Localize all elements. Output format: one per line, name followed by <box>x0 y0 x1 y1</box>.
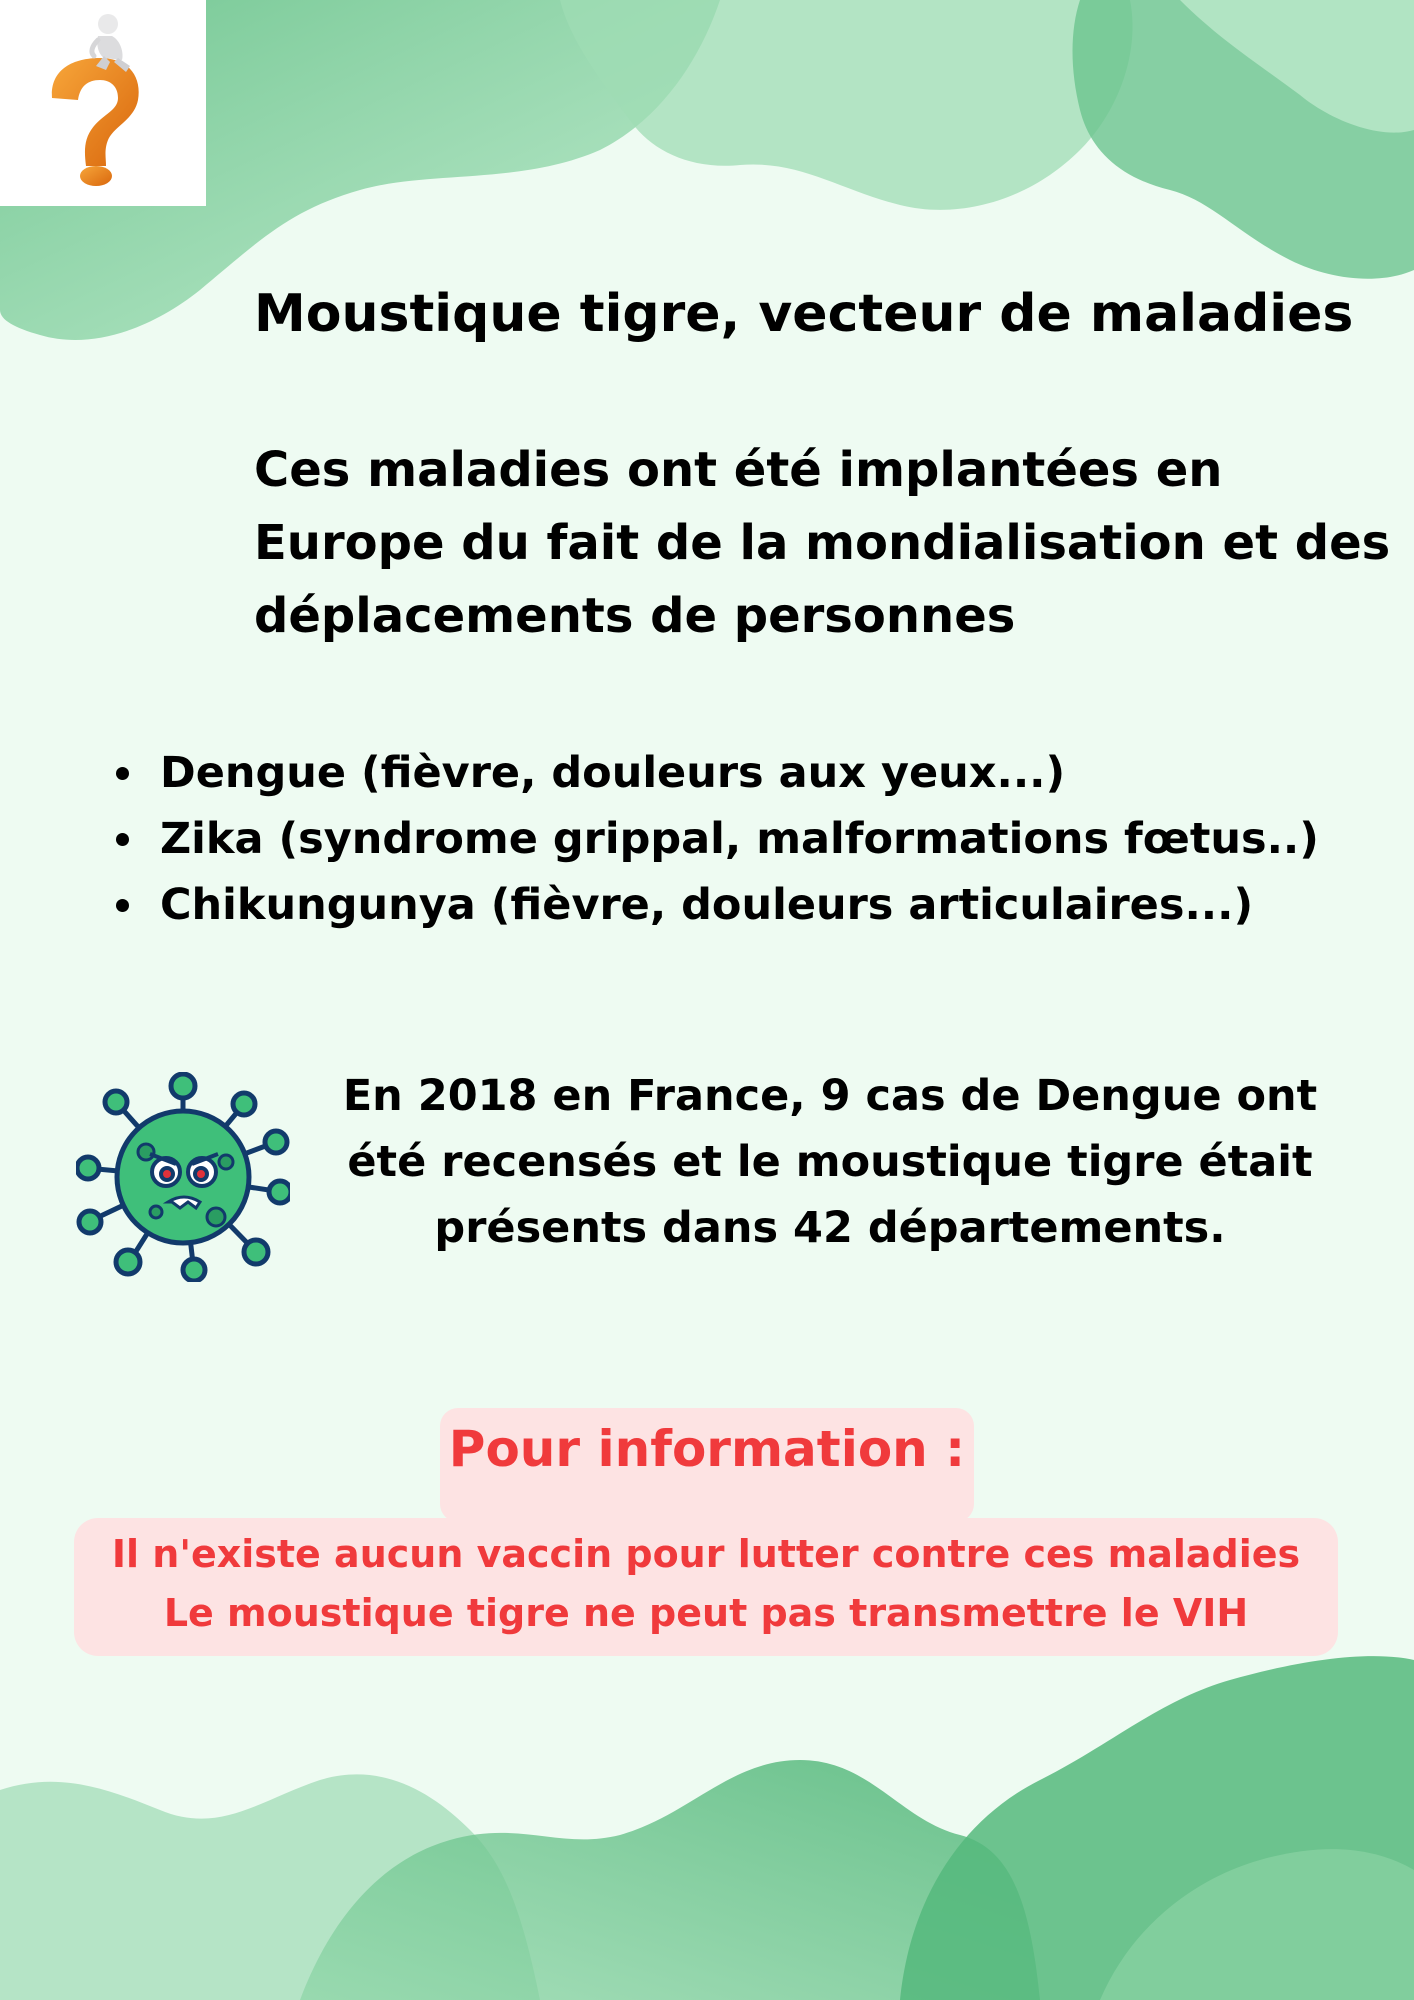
info-title: Pour information : <box>448 1420 966 1478</box>
bullet-icon <box>116 767 129 780</box>
watercolor-top-mid <box>560 0 1133 210</box>
bullet-icon <box>116 833 129 846</box>
intro-line: Ces maladies ont été implantées en <box>254 442 1223 498</box>
bullet-icon <box>116 899 129 912</box>
disease-dengue: Dengue (fièvre, douleurs aux yeux...) <box>160 748 1066 798</box>
page-title: Moustique tigre, vecteur de maladies <box>254 284 1354 344</box>
intro-line: déplacements de personnes <box>254 588 1016 644</box>
intro-paragraph <box>254 434 1394 653</box>
list-item <box>110 740 1319 806</box>
disease-zika: Zika (syndrome grippal, malformations fœtus..) <box>160 814 1319 864</box>
stats-line: En 2018 en France, 9 cas de Dengue ont <box>342 1071 1318 1121</box>
stats-line: présents dans 42 départements. <box>434 1203 1226 1253</box>
info-line-no-hiv: Le moustique tigre ne peut pas transmettre le VIH <box>163 1591 1249 1635</box>
question-mark-figure-icon-graphic <box>0 0 206 206</box>
stats-line: été recensés et le moustique tigre était <box>347 1137 1313 1187</box>
intro-line: Europe du fait de la mondialisation et des <box>254 515 1391 571</box>
list-item <box>110 872 1319 938</box>
stats-paragraph <box>320 1063 1340 1261</box>
disease-chikungunya: Chikungunya (fièvre, douleurs articulaires...) <box>160 880 1254 930</box>
virus-icon <box>76 1072 290 1282</box>
info-line-no-vaccine: Il n'existe aucun vaccin pour lutter contre ces maladies <box>111 1532 1301 1576</box>
disease-list <box>110 740 1319 938</box>
question-mark-figure-icon <box>0 0 206 206</box>
list-item <box>110 806 1319 872</box>
